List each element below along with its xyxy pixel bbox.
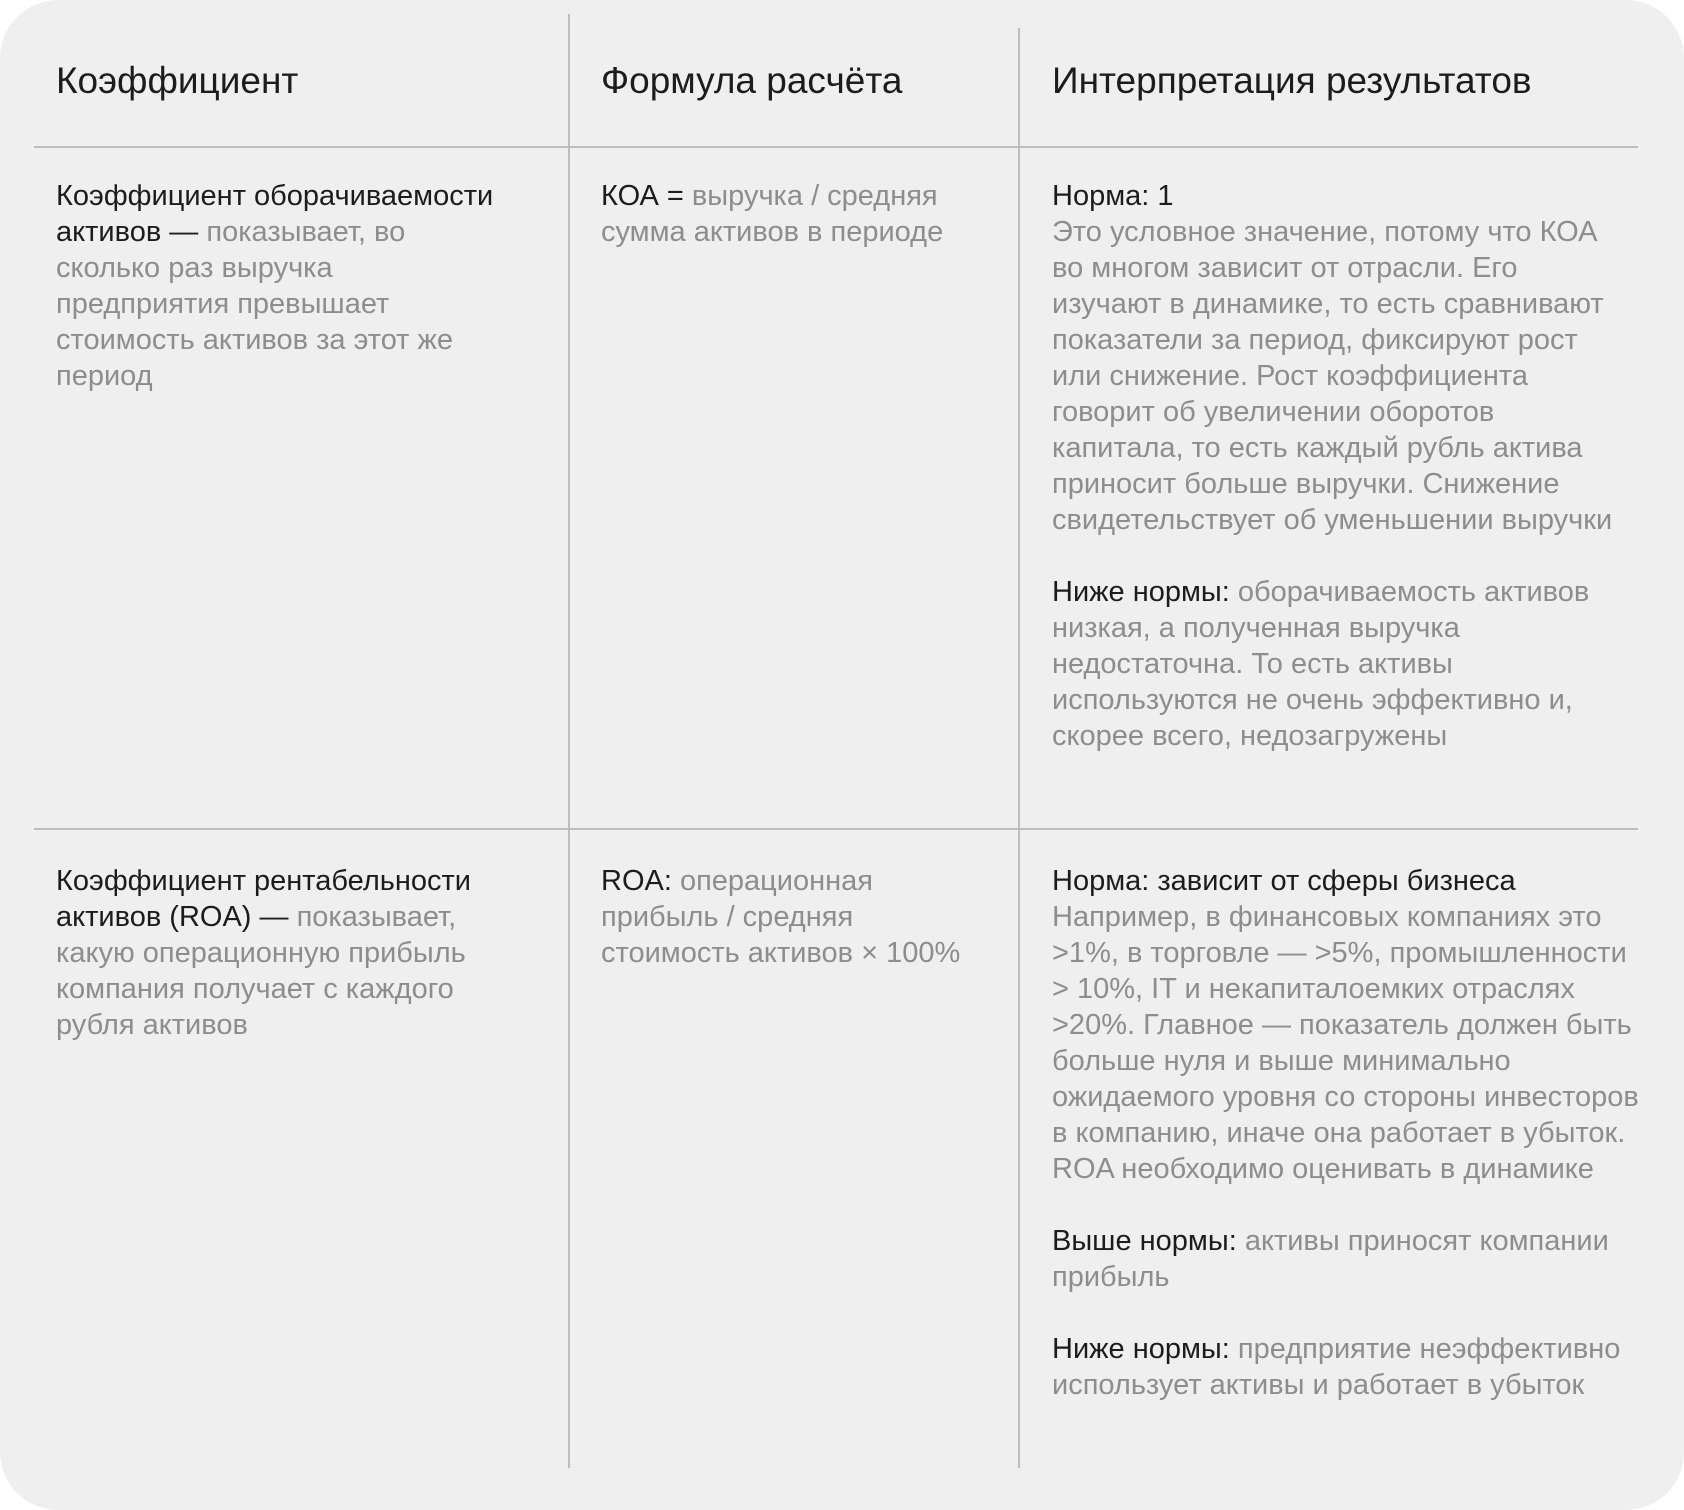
row2-below-label: Ниже нормы:: [1052, 1333, 1230, 1365]
header-interpretation: Интерпретация результатов: [1052, 60, 1532, 101]
header-coefficient: Коэффициент: [56, 60, 299, 101]
row1-coefficient-name: Коэффициент оборачиваемости активов —: [56, 180, 494, 248]
row2-interpretation-cell: [1052, 863, 1642, 1403]
row2-formula-text: операционная прибыль / средняя стоимость активов × 100%: [601, 865, 961, 969]
header-formula: Формула расчёта: [601, 60, 903, 101]
row2-coefficient-cell: [56, 863, 496, 1043]
header-divider: [34, 146, 1638, 148]
row1-below-label: Ниже нормы:: [1052, 576, 1230, 608]
row2-below-text: предприятие неэффективно использует активы и работает в убыток: [1052, 1333, 1621, 1401]
row2-formula-label: ROA:: [601, 865, 672, 897]
row1-below-text: оборачиваемость активов низкая, а полученная выручка недостаточна. То есть активы используются не очень эффективно и, скорее всего, недозагружены: [1052, 576, 1590, 752]
row2-coefficient-description: показывает, какую операционную прибыль компания получает с каждого рубля активов: [56, 901, 466, 1041]
row2-above-norm: [1052, 1223, 1642, 1295]
row2-coefficient-name: Коэффициент рентабельности активов (ROA) —: [56, 865, 471, 933]
row1-norm-text: Это условное значение, потому что КОА во многом зависит от отрасли. Его изучают в динамике, то есть сравнивают показатели за период, фиксируют рост или снижение. Рост коэффициента говорит об увеличении оборотов капитала, то есть каждый рубль актива приносит больше выручки. Снижение свидетельствует об уменьшении выручки: [1052, 216, 1613, 536]
row1-norm-label: Норма: 1: [1052, 180, 1174, 212]
row1-interpretation-cell: [1052, 178, 1632, 754]
row2-above-label: Выше нормы:: [1052, 1225, 1237, 1257]
row1-formula-text: выручка / средняя сумма активов в периоде: [601, 180, 944, 248]
row-divider: [34, 828, 1638, 830]
row2-norm-label: Норма: зависит от сферы бизнеса: [1052, 865, 1516, 897]
row1-formula-label: КОА =: [601, 180, 684, 212]
row2-below-norm: [1052, 1331, 1642, 1403]
column-divider-1: [568, 14, 570, 1468]
row2-norm-text: Например, в финансовых компаниях это >1%, в торговле — >5%, промышленности > 10%, IT и некапиталоемких отраслях >20%. Главное — показатель должен быть больше нуля и выше минимально ожидаемого уровня со стороны инвесторов в компанию, иначе она работает в убыток. ROA необходимо оценивать в динамике: [1052, 901, 1639, 1185]
row1-coefficient-cell: [56, 178, 496, 394]
row2-formula-cell: [601, 863, 986, 971]
row1-below-norm: [1052, 574, 1632, 754]
column-divider-2: [1018, 28, 1020, 1468]
row1-formula-cell: [601, 178, 981, 250]
row2-above-text: активы приносят компании прибыль: [1052, 1225, 1609, 1293]
row1-coefficient-description: показывает, во сколько раз выручка предприятия превышает стоимость активов за этот же период: [56, 216, 454, 392]
